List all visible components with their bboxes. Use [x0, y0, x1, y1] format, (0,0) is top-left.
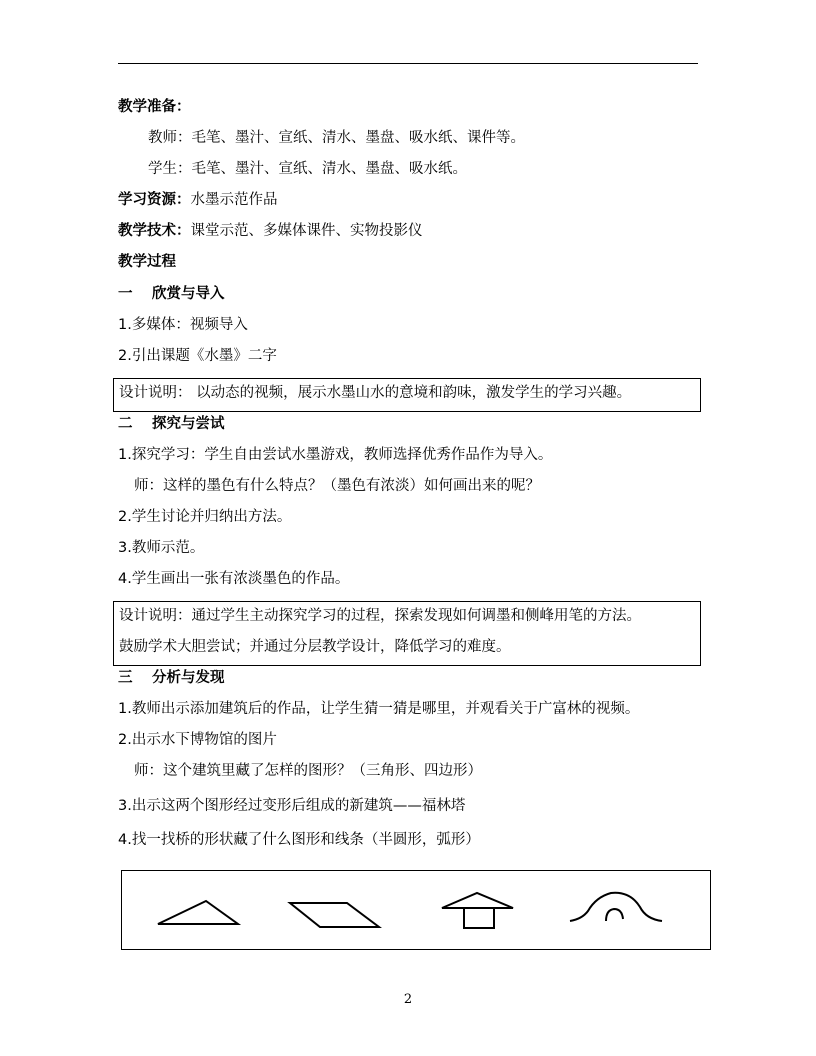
section3-item3: 3.出示这两个图形经过变形后组成的新建筑——福林塔 — [118, 798, 466, 814]
parallelogram-shape — [290, 903, 379, 927]
section1-design: 设计说明： 以动态的视频，展示水墨山水的意境和韵味，激发学生的学习兴趣。 — [119, 385, 632, 401]
header-rule — [118, 63, 698, 64]
shapes-figure — [122, 871, 710, 949]
section2-teacher-question: 师：这样的墨色有什么特点？（墨色有浓淡）如何画出来的呢？ — [134, 478, 540, 494]
tower-shape — [442, 893, 513, 928]
section3-title: 三 分析与发现 — [118, 670, 225, 686]
section2-design-box — [113, 601, 701, 666]
section2-design-line2: 鼓励学术大胆尝试；并通过分层教学设计，降低学习的难度。 — [119, 639, 511, 655]
triangle-shape — [158, 901, 238, 924]
resources-line: 学习资源：水墨示范作品 — [118, 192, 278, 208]
bridge-shape — [570, 893, 662, 921]
section3-teacher-question: 师：这个建筑里藏了怎样的图形？（三角形、四边形） — [134, 763, 482, 779]
tech-line: 教学技术：课堂示范、多媒体课件、实物投影仪 — [118, 223, 423, 239]
section2-item3: 3.教师示范。 — [118, 540, 205, 556]
prep-student: 学生：毛笔、墨汁、宣纸、清水、墨盘、吸水纸。 — [148, 161, 467, 177]
section2-design-line1: 设计说明：通过学生主动探究学习的过程，探索发现如何调墨和侧峰用笔的方法。 — [119, 608, 641, 624]
section1-item1: 1.多媒体：视频导入 — [118, 317, 248, 333]
page-number: 2 — [403, 992, 413, 1007]
section2-item2: 2.学生讨论并归纳出方法。 — [118, 509, 292, 525]
section1-title: 一 欣赏与导入 — [118, 286, 225, 302]
section1-item2: 2.引出课题《水墨》二字 — [118, 348, 277, 364]
prep-heading: 教学准备： — [118, 99, 191, 115]
shapes-figure-box — [121, 870, 711, 950]
section2-title: 二 探究与尝试 — [118, 416, 225, 432]
prep-teacher: 教师：毛笔、墨汁、宣纸、清水、墨盘、吸水纸、课件等。 — [148, 130, 525, 146]
section2-item4: 4.学生画出一张有浓淡墨色的作品。 — [118, 571, 350, 587]
section2-item1: 1.探究学习：学生自由尝试水墨游戏，教师选择优秀作品作为导入。 — [118, 447, 553, 463]
section3-item1: 1.教师出示添加建筑后的作品，让学生猜一猜是哪里，并观看关于广富林的视频。 — [118, 701, 640, 717]
section3-item4: 4.找一找桥的形状藏了什么图形和线条（半圆形，弧形） — [118, 832, 480, 848]
section1-design-box — [113, 378, 701, 412]
section3-item2: 2.出示水下博物馆的图片 — [118, 732, 277, 748]
process-heading: 教学过程 — [118, 254, 176, 270]
